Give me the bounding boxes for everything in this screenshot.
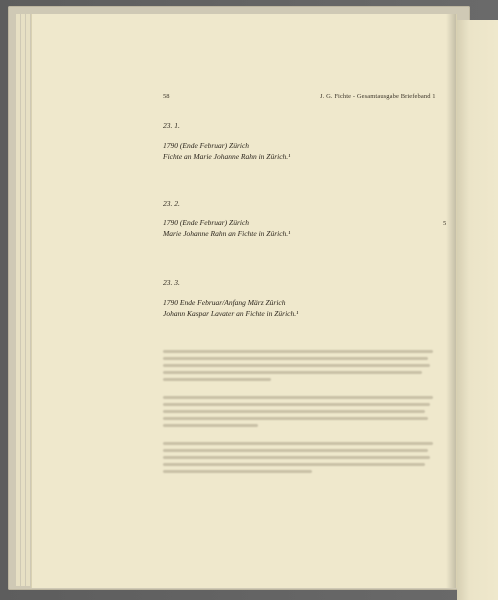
page-edge xyxy=(26,14,30,586)
footnote-block xyxy=(163,396,433,427)
footnotes-blurred xyxy=(163,350,433,488)
facing-page-edge xyxy=(457,20,498,600)
entry-description: Johann Kaspar Lavater an Fichte in Zürich.¹ xyxy=(163,309,299,318)
page-edge xyxy=(21,14,25,586)
entry-description: Fichte an Marie Johanne Rahn in Zürich.¹ xyxy=(163,152,291,161)
footnote-block xyxy=(163,350,433,381)
entry-id: 23. 1. xyxy=(163,121,180,130)
page-number: 58 xyxy=(163,93,170,100)
entry-date-place: 1790 (Ende Februar) Zürich xyxy=(163,141,250,150)
entry-date-place: 1790 Ende Februar/Anfang März Zürich xyxy=(163,298,286,307)
running-header: J. G. Fichte - Gesamtausgabe Briefeband 1 xyxy=(320,93,436,100)
entry-id: 23. 3. xyxy=(163,278,180,287)
page-edge xyxy=(16,14,20,586)
gutter-shadow xyxy=(446,14,456,588)
footnote-block xyxy=(163,442,433,473)
entry-date-place: 1790 (Ende Februar) Zürich xyxy=(163,218,250,227)
line-number-marker: 5 xyxy=(443,220,447,227)
entry-id: 23. 2. xyxy=(163,199,180,208)
entry-description: Marie Johanne Rahn an Fichte in Zürich.¹ xyxy=(163,229,291,238)
